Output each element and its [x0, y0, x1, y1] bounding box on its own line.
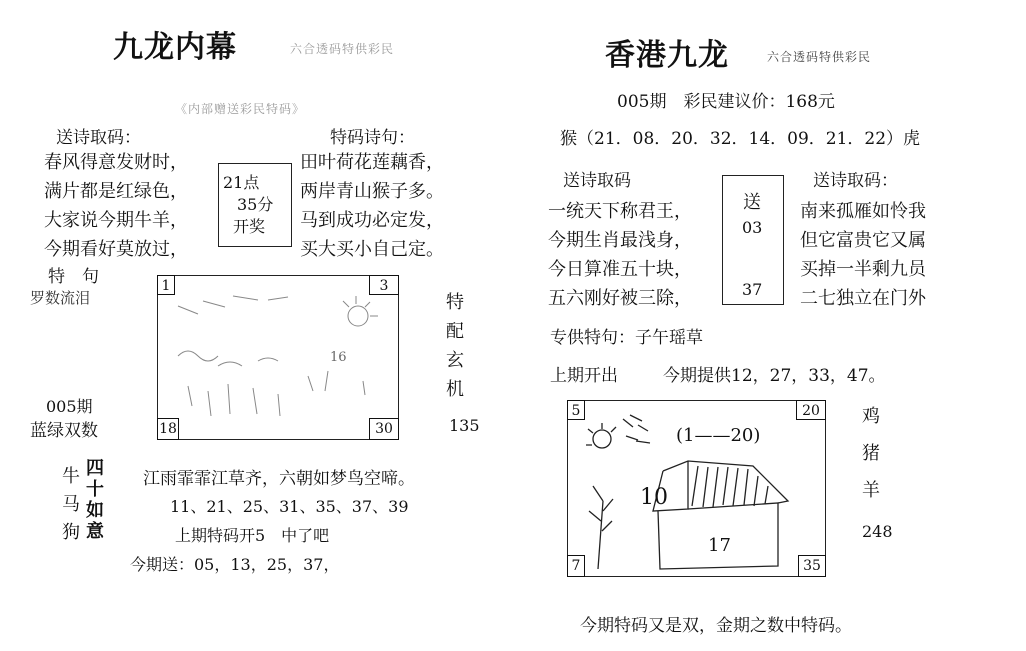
stems-sketch: [308, 371, 365, 395]
roof-lines: [692, 466, 768, 507]
animal-item: 鸡: [862, 406, 880, 427]
right-poem-line: 买掉一半剩九员: [800, 259, 926, 280]
left-sketch: [158, 276, 398, 439]
right-poem-line: 今日算准五十块，: [548, 259, 692, 280]
send-number-1: 03: [742, 218, 763, 237]
left-poem-line: 大家说今期牛羊，: [44, 210, 188, 231]
right-poem-header-left: 送诗取码: [563, 171, 631, 191]
period-label: 005期: [46, 397, 93, 416]
last-period: 上期特码开5 中了吧: [175, 526, 330, 545]
sun-sketch: [348, 306, 368, 326]
period-desc: 蓝绿双数: [30, 421, 98, 441]
time-line-3: 开奖: [233, 217, 266, 236]
right-poem-left: [548, 197, 692, 313]
left-poem: [44, 148, 188, 264]
tema-line: 两岸青山猴子多。: [300, 181, 444, 202]
time-line-1: 21点: [223, 173, 260, 192]
send-label: 送: [743, 192, 761, 213]
price-line: 005期 彩民建议价：168元: [617, 92, 835, 112]
tema-line: 田叶荷花莲藕香，: [300, 152, 444, 173]
left-title: 九龙内幕: [113, 30, 237, 65]
zodiac-item: 狗: [62, 522, 80, 543]
corner-tr: 3: [369, 275, 399, 295]
four-chars: [86, 458, 104, 542]
pic-num: 10: [640, 485, 668, 510]
right-poem-header-right: 送诗取码：: [813, 171, 898, 191]
sun-circle: [593, 430, 611, 448]
sun-rays: [586, 423, 616, 445]
sketch-stroke: [178, 296, 288, 314]
right-poem-line: 一统天下称君王，: [548, 201, 692, 222]
corner-tl: 1: [157, 275, 175, 295]
four-char: 四: [86, 458, 104, 479]
time-line-2: 35分: [237, 195, 274, 214]
tema-line: 买大买小自己定。: [300, 239, 444, 260]
side-char: 特: [446, 292, 464, 313]
monkey-line: 猴（21．08．20．32．14．09．21．22）虎: [560, 129, 921, 149]
side-char: 机: [446, 379, 464, 400]
corner-tr: 20: [796, 400, 826, 420]
left-picture-frame: [157, 275, 399, 440]
corner-br: 30: [369, 418, 399, 440]
today-send: 今期送：05，13，25，37，: [130, 555, 340, 574]
left-tema-poem: [300, 148, 444, 264]
right-poem-line: 二七独立在门外: [800, 288, 926, 309]
rain-strokes: [623, 415, 650, 443]
side-number: 135: [449, 416, 480, 435]
tree-sketch: [589, 486, 613, 569]
four-char: 意: [86, 521, 104, 542]
animal-list: [862, 398, 880, 509]
right-title: 香港九龙: [605, 38, 729, 73]
left-tagline: 《内部赠送彩民特码》: [175, 102, 306, 116]
four-char: 十: [86, 479, 104, 500]
left-poem-header: 送诗取码：: [56, 128, 141, 148]
corner-bl: 18: [157, 418, 179, 440]
right-picture-frame: [567, 400, 826, 577]
side-char: 玄: [446, 350, 464, 371]
corner-tl: 5: [567, 400, 585, 420]
right-poem-line: 但它富贵它又属: [800, 230, 926, 251]
pic-range: (1——20): [676, 425, 761, 446]
right-poem-line: 南来孤雁如怜我: [800, 201, 926, 222]
wave-sketch: [178, 351, 278, 366]
zodiac-item: 马: [62, 494, 80, 515]
left-poem2: 江雨霏霏江草齐，六朝如梦鸟空啼。: [143, 469, 415, 489]
tema-line: 马到成功必定发，: [300, 210, 444, 231]
side-chars: [446, 288, 464, 404]
right-poem-right: [800, 197, 926, 313]
corner-bl: 7: [567, 555, 585, 577]
animal-item: 羊: [862, 480, 880, 501]
left-poem-line: 今期看好莫放过，: [44, 239, 188, 260]
left-time-box: [218, 163, 292, 247]
left-numbers: 11、21、25、31、35、37、39: [170, 497, 409, 516]
luo-label: 罗数流泪: [30, 289, 91, 307]
four-char: 如: [86, 500, 104, 521]
today-supply: 今期提供12，27，33，47。: [663, 366, 886, 386]
left-tema-header: 特码诗句：: [330, 128, 415, 148]
left-subtitle: 六合透码特供彩民: [290, 42, 395, 56]
right-poem-line: 五六刚好被三除，: [548, 288, 692, 309]
zodiac-list: [62, 463, 80, 547]
last-out: 上期开出: [550, 366, 618, 386]
corner-br: 35: [798, 555, 826, 577]
right-footer: 今期特码又是双，金期之数中特码。: [580, 616, 852, 636]
left-poem-line: 春风得意发财时，: [44, 152, 188, 173]
animal-item: 猪: [862, 443, 880, 464]
zodiac-item: 牛: [62, 466, 80, 487]
special-line: 专供特句：子午瑶草: [550, 328, 703, 348]
grass-sketch: [188, 384, 280, 416]
right-subtitle: 六合透码特供彩民: [767, 50, 872, 64]
right-poem-line: 今期生肖最浅身，: [548, 230, 692, 251]
send-number-2: 37: [742, 280, 763, 299]
animal-number: 248: [862, 522, 893, 541]
side-char: 配: [446, 321, 464, 342]
pic-number: 16: [330, 350, 347, 365]
left-poem-line: 满片都是红绿色，: [44, 181, 188, 202]
te-ju-label: 特 句: [48, 267, 99, 287]
send-box: [722, 175, 784, 305]
pic-num2: 17: [708, 535, 731, 556]
